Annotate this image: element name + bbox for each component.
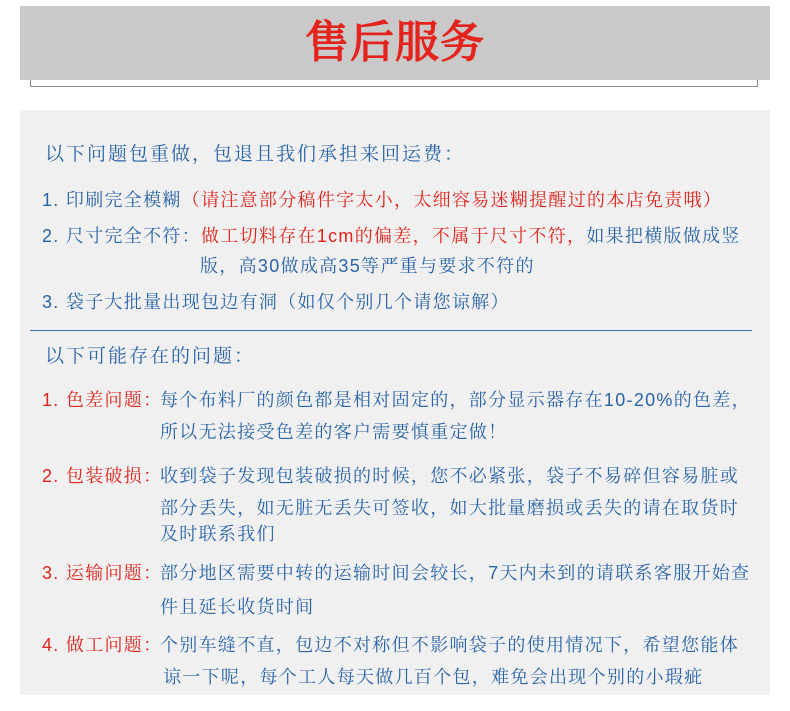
issue-text-line: 部分丢失，如无脏无丢失可签收，如大批量磨损或丢失的请在取货时	[160, 498, 739, 518]
remake-item-note: 做工切料存在1cm的偏差，不属于尺寸不符，	[201, 226, 587, 246]
remake-item-label: 1. 印刷完全模糊	[42, 190, 182, 210]
section-heading-possible-issues: 以下可能存在的问题：	[45, 346, 256, 367]
remake-item-label: 2. 尺寸完全不符：	[42, 226, 202, 246]
issue-text-line: 件且延长收货时间	[160, 597, 315, 617]
issue-text-line: 谅一下呢，每个工人每天做几百个包，难免会出现个别的小瑕疵	[163, 667, 704, 687]
issue-text-line: 及时联系我们	[160, 524, 276, 544]
remake-item-text: 如果把横版做成竖	[586, 226, 741, 246]
remake-item-text-continued: 版，高30做成高35等严重与要求不符的	[200, 256, 535, 276]
issue-label: 3. 运输问题：	[42, 563, 163, 583]
issue-label: 1. 色差问题：	[42, 390, 163, 410]
page-title: 售后服务	[305, 17, 485, 68]
service-info-panel	[20, 110, 770, 695]
remake-item-size-mismatch	[42, 224, 741, 248]
issue-label: 4. 做工问题：	[42, 635, 163, 655]
remake-item-print-blur	[42, 188, 722, 212]
issue-text-line: 部分地区需要中转的运输时间会较长，7天内未到的请联系客服开始查	[160, 563, 751, 583]
issue-text-line: 所以无法接受色差的客户需要慎重定做！	[160, 422, 508, 442]
remake-item-note: （请注意部分稿件字太小，太细容易迷糊提醒过的本店免责哦）	[181, 190, 723, 210]
issue-text-line: 个别车缝不直，包边不对称但不影响袋子的使用情况下，希望您能体	[160, 635, 739, 655]
section-divider	[30, 330, 752, 331]
issue-text-line: 收到袋子发现包装破损的时候，您不必紧张，袋子不易碎但容易脏或	[160, 466, 739, 486]
issue-label: 2. 包装破损：	[42, 466, 163, 486]
section-heading-remake: 以下问题包重做，包退且我们承担来回运费：	[45, 144, 466, 165]
header-bar	[20, 6, 770, 80]
remake-item-bag-holes: 3. 袋子大批量出现包边有洞（如仅个别几个请您谅解）	[42, 292, 510, 312]
issue-text-line: 每个布料厂的颜色都是相对固定的，部分显示器存在10-20%的色差，	[160, 390, 751, 410]
